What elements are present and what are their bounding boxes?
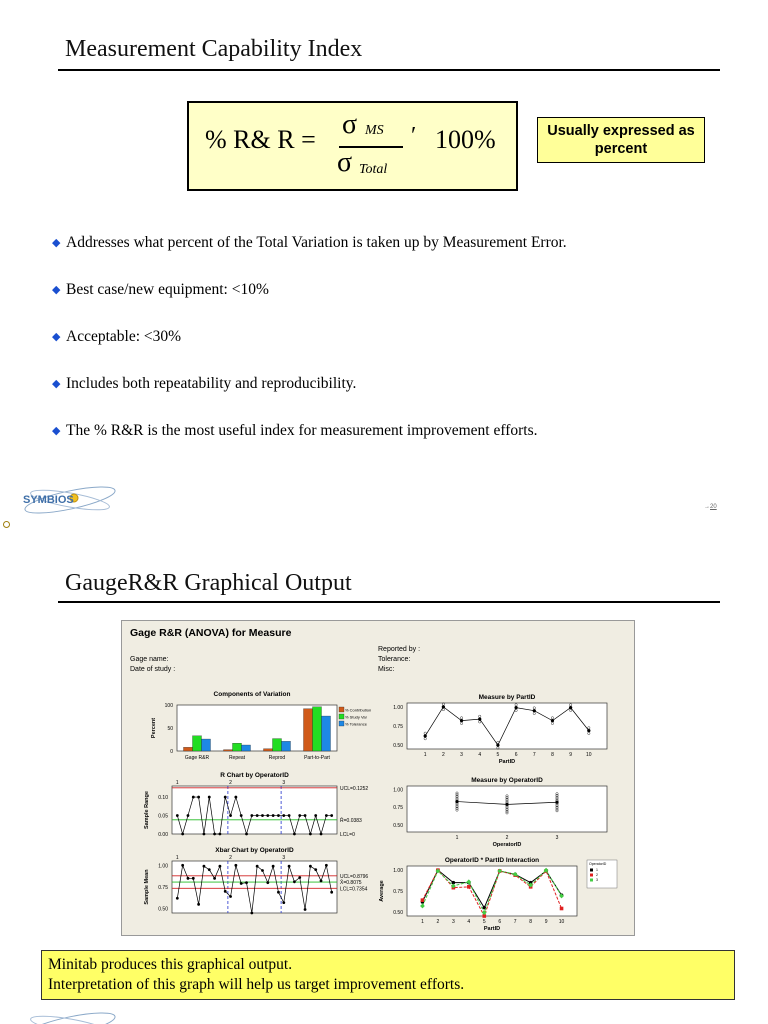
data-point <box>304 814 307 817</box>
y-tick-label: 50 <box>167 726 173 732</box>
x-tick-label: Gage R&R <box>184 755 210 761</box>
data-point <box>213 833 216 836</box>
bullet-text: The % R&R is the most useful index for measurement improvement efforts. <box>66 422 538 439</box>
arrow-icon: → <box>704 504 710 510</box>
data-point <box>314 868 317 871</box>
data-point <box>298 876 301 879</box>
data-point <box>261 814 264 817</box>
formula-rhs: 100% <box>435 125 496 154</box>
legend-swatch <box>339 714 344 719</box>
operator-tick-label: 3 <box>282 780 286 786</box>
legend-entry: % Contribution <box>345 707 372 713</box>
x-tick-label: 2 <box>441 752 445 758</box>
data-point <box>293 833 296 836</box>
legend-entry: 2 <box>596 873 598 877</box>
bullet-diamond-icon: ◆ <box>52 378 61 390</box>
data-point <box>219 865 222 868</box>
legend-swatch <box>590 874 593 877</box>
bullet-diamond-icon: ◆ <box>52 237 61 249</box>
chart-title: Measure by PartID <box>478 694 536 701</box>
y-tick-label: 1.00 <box>393 868 403 875</box>
series-point <box>467 885 471 889</box>
x-tick-label: 5 <box>482 919 486 925</box>
y-tick-label: 0 <box>170 749 173 755</box>
y-tick-label: 1.00 <box>158 863 168 870</box>
data-point <box>256 814 259 817</box>
operator-tick-label: 1 <box>175 855 179 861</box>
bullet-3 <box>52 328 181 346</box>
data-point <box>181 833 184 836</box>
slide2-title-rule <box>58 601 720 603</box>
slide1-title-rule <box>58 69 720 71</box>
series-point <box>421 898 425 902</box>
bullet-1 <box>52 234 567 252</box>
formula-times: ′ <box>411 123 417 149</box>
data-point <box>208 868 211 871</box>
bullet-text: Includes both repeatability and reproducibility. <box>66 375 357 392</box>
data-point <box>176 897 179 900</box>
page-link[interactable] <box>704 504 717 510</box>
bullet-text: Best case/new equipment: <10% <box>66 281 269 298</box>
data-point <box>261 869 264 872</box>
legend-swatch <box>339 707 344 712</box>
data-point <box>330 814 333 817</box>
legend-entry: % Study Var <box>345 714 367 720</box>
data-point <box>256 865 259 868</box>
data-point <box>240 814 243 817</box>
data-point <box>330 891 333 894</box>
reported-by-label: Reported by : <box>378 646 421 653</box>
x-tick-label: Repeat <box>228 755 246 761</box>
data-point <box>320 833 323 836</box>
bullet-diamond-icon: ◆ <box>52 425 61 437</box>
x-tick-label: 7 <box>513 919 517 925</box>
data-point <box>304 908 307 911</box>
bar <box>304 709 313 751</box>
operator-tick-label: 1 <box>175 780 179 786</box>
bullet-5 <box>52 422 538 440</box>
data-point <box>277 891 280 894</box>
formula-sigma-ms: σ <box>342 109 358 140</box>
page-link-number: 20 <box>710 504 717 510</box>
data-point <box>181 864 184 867</box>
y-tick-label: 0.50 <box>393 822 403 829</box>
x-tick-label: 1 <box>421 919 424 925</box>
bar <box>193 736 202 751</box>
x-tick-label: 1 <box>455 835 459 841</box>
legend-entry: 3 <box>596 878 598 882</box>
y-tick-label: 0.10 <box>158 795 168 802</box>
y-tick-label: 0.75 <box>393 724 403 730</box>
formula-sigma-total: σ <box>337 147 353 178</box>
minitab-chart-canvas <box>122 621 636 937</box>
atom-logo-icon <box>18 1008 118 1024</box>
legend-title: OperatorID <box>589 862 607 866</box>
slide2-title: GaugeR&R Graphical Output <box>65 570 352 596</box>
data-point <box>309 865 312 868</box>
data-point <box>272 814 275 817</box>
data-point <box>229 814 232 817</box>
x-tick-label: Part-to-Part <box>304 755 330 761</box>
formula-total-sub: Total <box>359 162 388 177</box>
y-tick-label: 100 <box>164 703 173 709</box>
y-tick-label: 0.75 <box>393 805 403 812</box>
formula-lhs: % R& R = <box>205 125 316 154</box>
data-point <box>197 796 200 799</box>
y-tick-label: 0.50 <box>393 909 403 916</box>
slide1-title: Measurement Capability Index <box>65 36 363 62</box>
legend-entry: 1 <box>596 868 598 872</box>
caption-line-1: Minitab produces this graphical output. <box>48 956 293 973</box>
data-point <box>282 814 285 817</box>
control-limit-label: UCL=0.8796 <box>340 873 369 880</box>
data-point <box>176 814 179 817</box>
formula-box <box>187 101 518 191</box>
bar <box>322 716 331 751</box>
y-tick-label: 0.05 <box>158 813 168 820</box>
x-tick-label: 10 <box>586 752 592 758</box>
x-tick-label: 2 <box>436 919 440 925</box>
data-point <box>288 865 291 868</box>
data-point <box>325 864 328 867</box>
bar <box>224 750 233 751</box>
x-tick-label: 7 <box>532 752 536 758</box>
bullet-diamond-icon: ◆ <box>52 284 61 296</box>
caption-line-2: Interpretation of this graph will help us target improvement efforts. <box>48 976 465 993</box>
y-tick-label: 0.50 <box>158 906 168 913</box>
bar <box>273 739 282 751</box>
bullet-text: Acceptable: <30% <box>66 328 182 345</box>
bar <box>282 741 291 751</box>
chart-title: R Chart by OperatorID <box>220 772 289 779</box>
operator-tick-label: 2 <box>229 780 232 786</box>
data-point <box>293 880 296 883</box>
y-tick-label: 0.00 <box>158 832 168 838</box>
data-point <box>229 895 232 898</box>
logo-text: SYMBIOS <box>23 494 74 506</box>
data-point <box>197 903 200 906</box>
bullet-4 <box>52 375 356 393</box>
data-point <box>224 796 227 799</box>
x-tick-label: 9 <box>569 752 573 758</box>
data-point <box>203 865 206 868</box>
data-point <box>314 814 317 817</box>
x-tick-label: 5 <box>496 752 500 758</box>
series-point <box>560 907 564 911</box>
data-point <box>282 901 285 904</box>
bullet-text: Addresses what percent of the Total Variation is taken up by Measurement Error. <box>66 234 567 251</box>
bar <box>202 739 211 751</box>
data-point <box>192 796 195 799</box>
data-point <box>325 814 328 817</box>
data-point <box>320 880 323 883</box>
legend-swatch <box>339 721 344 726</box>
x-axis-label: OperatorID <box>492 842 522 848</box>
operator-tick-label: 3 <box>282 855 286 861</box>
x-axis-label: PartID <box>498 759 516 765</box>
y-axis-label: Sample Mean <box>144 869 150 905</box>
x-axis-label: PartID <box>483 926 501 932</box>
data-point <box>277 814 280 817</box>
chart-title: Xbar Chart by OperatorID <box>215 847 294 854</box>
data-point <box>245 881 248 884</box>
data-point <box>250 814 253 817</box>
data-point <box>187 877 190 880</box>
control-limit-label: X̄=0.8075 <box>340 880 362 887</box>
y-axis-label: Average <box>379 880 385 902</box>
data-point <box>266 814 269 817</box>
bar <box>233 743 242 751</box>
data-point <box>272 865 275 868</box>
data-point <box>224 890 227 893</box>
x-tick-label: 8 <box>529 919 533 925</box>
x-tick-label: 9 <box>544 919 548 925</box>
minitab-title: Gage R&R (ANOVA) for Measure <box>130 627 292 639</box>
data-point <box>245 833 248 836</box>
bullet-diamond-icon: ◆ <box>52 331 61 343</box>
operator-tick-label: 2 <box>229 855 232 861</box>
control-limit-label: LCL=0 <box>340 832 355 838</box>
x-tick-label: 6 <box>498 919 502 925</box>
bar <box>264 749 273 751</box>
marker-circle-icon <box>3 521 10 528</box>
date-of-study-label: Date of study : <box>130 666 176 673</box>
x-tick-label: 8 <box>551 752 554 758</box>
data-point <box>288 814 291 817</box>
chart-title: Measure by OperatorID <box>471 777 543 784</box>
symbios-logo <box>18 476 118 524</box>
data-point <box>234 864 237 867</box>
x-tick-label: 3 <box>460 752 463 758</box>
data-point <box>208 796 211 799</box>
x-tick-label: 1 <box>423 752 427 758</box>
bar <box>184 747 193 751</box>
symbios-logo-bottom <box>18 1008 118 1024</box>
y-tick-label: 0.75 <box>393 889 403 895</box>
minitab-output-panel <box>121 620 635 936</box>
x-tick-label: 6 <box>514 752 518 758</box>
data-point <box>298 814 301 817</box>
legend-swatch <box>590 879 593 882</box>
misc-label: Misc: <box>378 666 395 673</box>
data-point <box>219 833 222 836</box>
y-tick-label: 0.50 <box>393 743 403 750</box>
y-tick-label: 1.00 <box>393 704 403 711</box>
y-tick-label: 0.75 <box>158 885 168 891</box>
chart-title: OperatorID * PartID Interaction <box>444 857 540 864</box>
data-point <box>213 877 216 880</box>
data-point <box>250 912 253 915</box>
data-point <box>240 882 243 885</box>
data-point <box>187 814 190 817</box>
callout-box: Usually expressed as percent <box>537 117 705 163</box>
data-point <box>266 881 269 884</box>
x-tick-label: Reprod <box>268 755 286 761</box>
gage-name-label: Gage name: <box>130 656 169 663</box>
y-tick-label: 1.00 <box>393 787 403 794</box>
tolerance-label: Tolerance: <box>378 656 411 663</box>
bullet-2 <box>52 281 269 299</box>
bar <box>313 707 322 751</box>
control-limit-label: LCL=0.7354 <box>340 886 368 893</box>
formula-ms-sub: MS <box>365 123 384 138</box>
data-point <box>309 833 312 836</box>
data-point <box>192 877 195 880</box>
control-limit-label: R̄=0.0383 <box>340 817 362 824</box>
y-axis-label: Percent <box>151 717 157 739</box>
x-tick-label: 2 <box>505 835 509 841</box>
legend-swatch <box>590 869 593 872</box>
y-axis-label: Sample Range <box>144 791 150 829</box>
bar <box>242 745 251 751</box>
chart-title: Components of Variation <box>213 691 291 698</box>
x-tick-label: 4 <box>478 752 482 758</box>
legend-entry: % Tolerance <box>345 721 367 727</box>
data-point <box>203 833 206 836</box>
x-tick-label: 4 <box>467 919 471 925</box>
x-tick-label: 3 <box>451 919 455 925</box>
control-limit-label: UCL=0.1252 <box>340 785 369 792</box>
x-tick-label: 10 <box>558 919 565 925</box>
data-point <box>234 796 237 799</box>
x-tick-label: 3 <box>555 835 559 841</box>
caption-box <box>41 950 735 1000</box>
